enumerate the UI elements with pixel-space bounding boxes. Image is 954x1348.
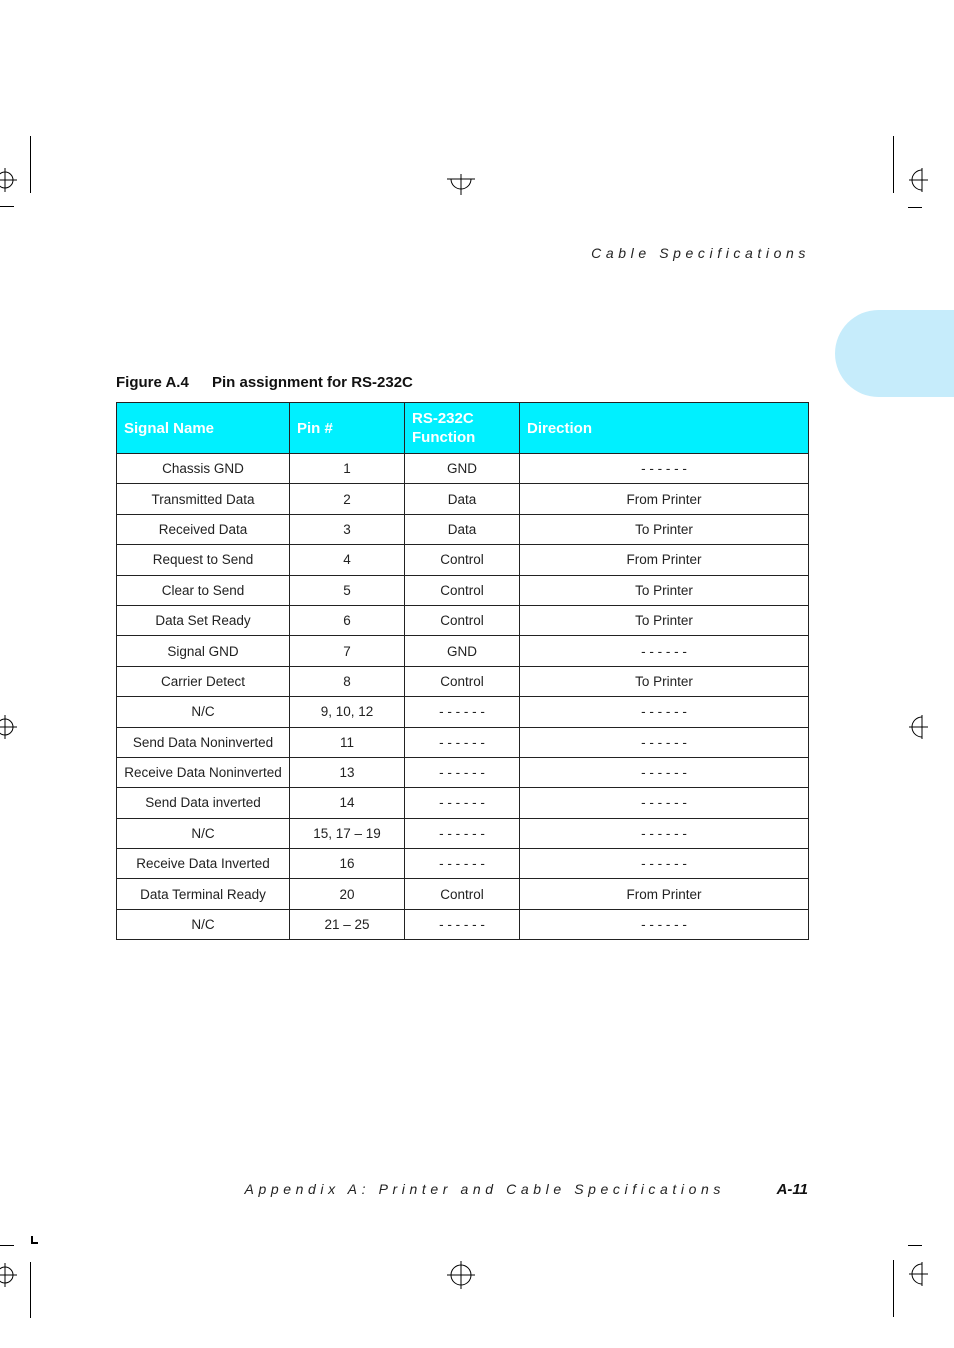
cell-pin: 6 <box>290 605 405 635</box>
table-row <box>117 454 809 484</box>
cell-direction: - - - - - - <box>520 727 809 757</box>
crop-mark <box>0 1245 14 1246</box>
cell-pin: 4 <box>290 545 405 575</box>
cell-pin: 3 <box>290 514 405 544</box>
registration-target-icon <box>905 713 929 741</box>
cell-signal: Data Terminal Ready <box>117 879 290 909</box>
cell-direction: - - - - - - <box>520 454 809 484</box>
cell-direction: To Printer <box>520 605 809 635</box>
registration-target-icon <box>905 166 929 194</box>
cell-pin: 9, 10, 12 <box>290 697 405 727</box>
cell-function: GND <box>405 454 520 484</box>
cell-direction: From Printer <box>520 879 809 909</box>
registration-target-icon <box>446 1260 476 1290</box>
cell-direction: To Printer <box>520 666 809 696</box>
crop-mark <box>908 1245 922 1246</box>
header-direction: Direction <box>520 403 809 454</box>
cell-direction: - - - - - - <box>520 909 809 939</box>
table-row <box>117 757 809 787</box>
cell-pin: 16 <box>290 849 405 879</box>
crop-mark <box>30 136 31 193</box>
cell-pin: 21 – 25 <box>290 909 405 939</box>
cell-direction: To Printer <box>520 514 809 544</box>
cell-function: - - - - - - <box>405 727 520 757</box>
cell-pin: 1 <box>290 454 405 484</box>
crop-mark <box>893 1260 894 1317</box>
cell-signal: Chassis GND <box>117 454 290 484</box>
crop-mark <box>893 136 894 193</box>
header-function <box>405 403 520 454</box>
cell-signal: Signal GND <box>117 636 290 666</box>
cell-pin: 15, 17 – 19 <box>290 818 405 848</box>
cell-direction: - - - - - - <box>520 757 809 787</box>
crop-mark <box>0 206 14 207</box>
registration-target-icon <box>905 1260 929 1288</box>
cell-function: Control <box>405 879 520 909</box>
figure-title: Pin assignment for RS-232C <box>212 374 413 391</box>
cell-direction: To Printer <box>520 575 809 605</box>
chapter-tab <box>835 310 954 397</box>
cell-pin: 8 <box>290 666 405 696</box>
cell-direction: - - - - - - <box>520 788 809 818</box>
table-row <box>117 727 809 757</box>
table-row <box>117 666 809 696</box>
cell-pin: 13 <box>290 757 405 787</box>
pin-assignment-table <box>116 402 809 940</box>
cell-signal: N/C <box>117 697 290 727</box>
cell-signal: Carrier Detect <box>117 666 290 696</box>
cell-function: Control <box>405 605 520 635</box>
corner-mark <box>31 1242 38 1244</box>
cell-direction: - - - - - - <box>520 849 809 879</box>
running-header: Cable Specifications <box>591 245 810 261</box>
cell-function: Control <box>405 666 520 696</box>
cell-function: - - - - - - <box>405 818 520 848</box>
cell-direction: - - - - - - <box>520 636 809 666</box>
cell-pin: 7 <box>290 636 405 666</box>
header-function-line2: Function <box>412 429 476 446</box>
table-row <box>117 514 809 544</box>
crop-mark <box>30 1262 31 1318</box>
registration-target-icon <box>446 174 476 196</box>
table-row <box>117 849 809 879</box>
cell-direction: From Printer <box>520 545 809 575</box>
crop-mark <box>908 207 922 208</box>
table-row <box>117 605 809 635</box>
cell-function: Data <box>405 484 520 514</box>
cell-direction: - - - - - - <box>520 697 809 727</box>
cell-function: Data <box>405 514 520 544</box>
cell-signal: Received Data <box>117 514 290 544</box>
cell-function: GND <box>405 636 520 666</box>
cell-direction: - - - - - - <box>520 818 809 848</box>
table-row <box>117 697 809 727</box>
cell-signal: Send Data Noninverted <box>117 727 290 757</box>
page-number: A-11 <box>776 1181 808 1198</box>
registration-target-icon <box>0 165 20 195</box>
header-signal-name: Signal Name <box>117 403 290 454</box>
cell-pin: 11 <box>290 727 405 757</box>
table-row <box>117 484 809 514</box>
registration-target-icon <box>0 1260 20 1290</box>
cell-function: - - - - - - <box>405 697 520 727</box>
cell-signal: Send Data inverted <box>117 788 290 818</box>
registration-target-icon <box>0 712 20 742</box>
cell-signal: Receive Data Inverted <box>117 849 290 879</box>
table-row <box>117 818 809 848</box>
header-pin: Pin # <box>290 403 405 454</box>
cell-signal: Clear to Send <box>117 575 290 605</box>
table-row <box>117 879 809 909</box>
cell-function: - - - - - - <box>405 849 520 879</box>
cell-function: - - - - - - <box>405 788 520 818</box>
cell-signal: Request to Send <box>117 545 290 575</box>
table-row <box>117 575 809 605</box>
cell-signal: N/C <box>117 818 290 848</box>
running-footer: Appendix A: Printer and Cable Specifications <box>244 1181 725 1197</box>
table-row <box>117 636 809 666</box>
cell-pin: 5 <box>290 575 405 605</box>
header-function-line1: RS-232C <box>412 410 474 427</box>
cell-pin: 20 <box>290 879 405 909</box>
cell-signal: Data Set Ready <box>117 605 290 635</box>
cell-function: Control <box>405 575 520 605</box>
cell-direction: From Printer <box>520 484 809 514</box>
table-row <box>117 788 809 818</box>
cell-function: - - - - - - <box>405 757 520 787</box>
table-header-row <box>117 403 809 454</box>
cell-function: - - - - - - <box>405 909 520 939</box>
cell-pin: 14 <box>290 788 405 818</box>
figure-number: Figure A.4 <box>116 374 189 391</box>
cell-signal: Receive Data Noninverted <box>117 757 290 787</box>
table-row <box>117 909 809 939</box>
table-row <box>117 545 809 575</box>
cell-signal: N/C <box>117 909 290 939</box>
cell-function: Control <box>405 545 520 575</box>
cell-pin: 2 <box>290 484 405 514</box>
figure-caption <box>116 374 413 391</box>
cell-signal: Transmitted Data <box>117 484 290 514</box>
